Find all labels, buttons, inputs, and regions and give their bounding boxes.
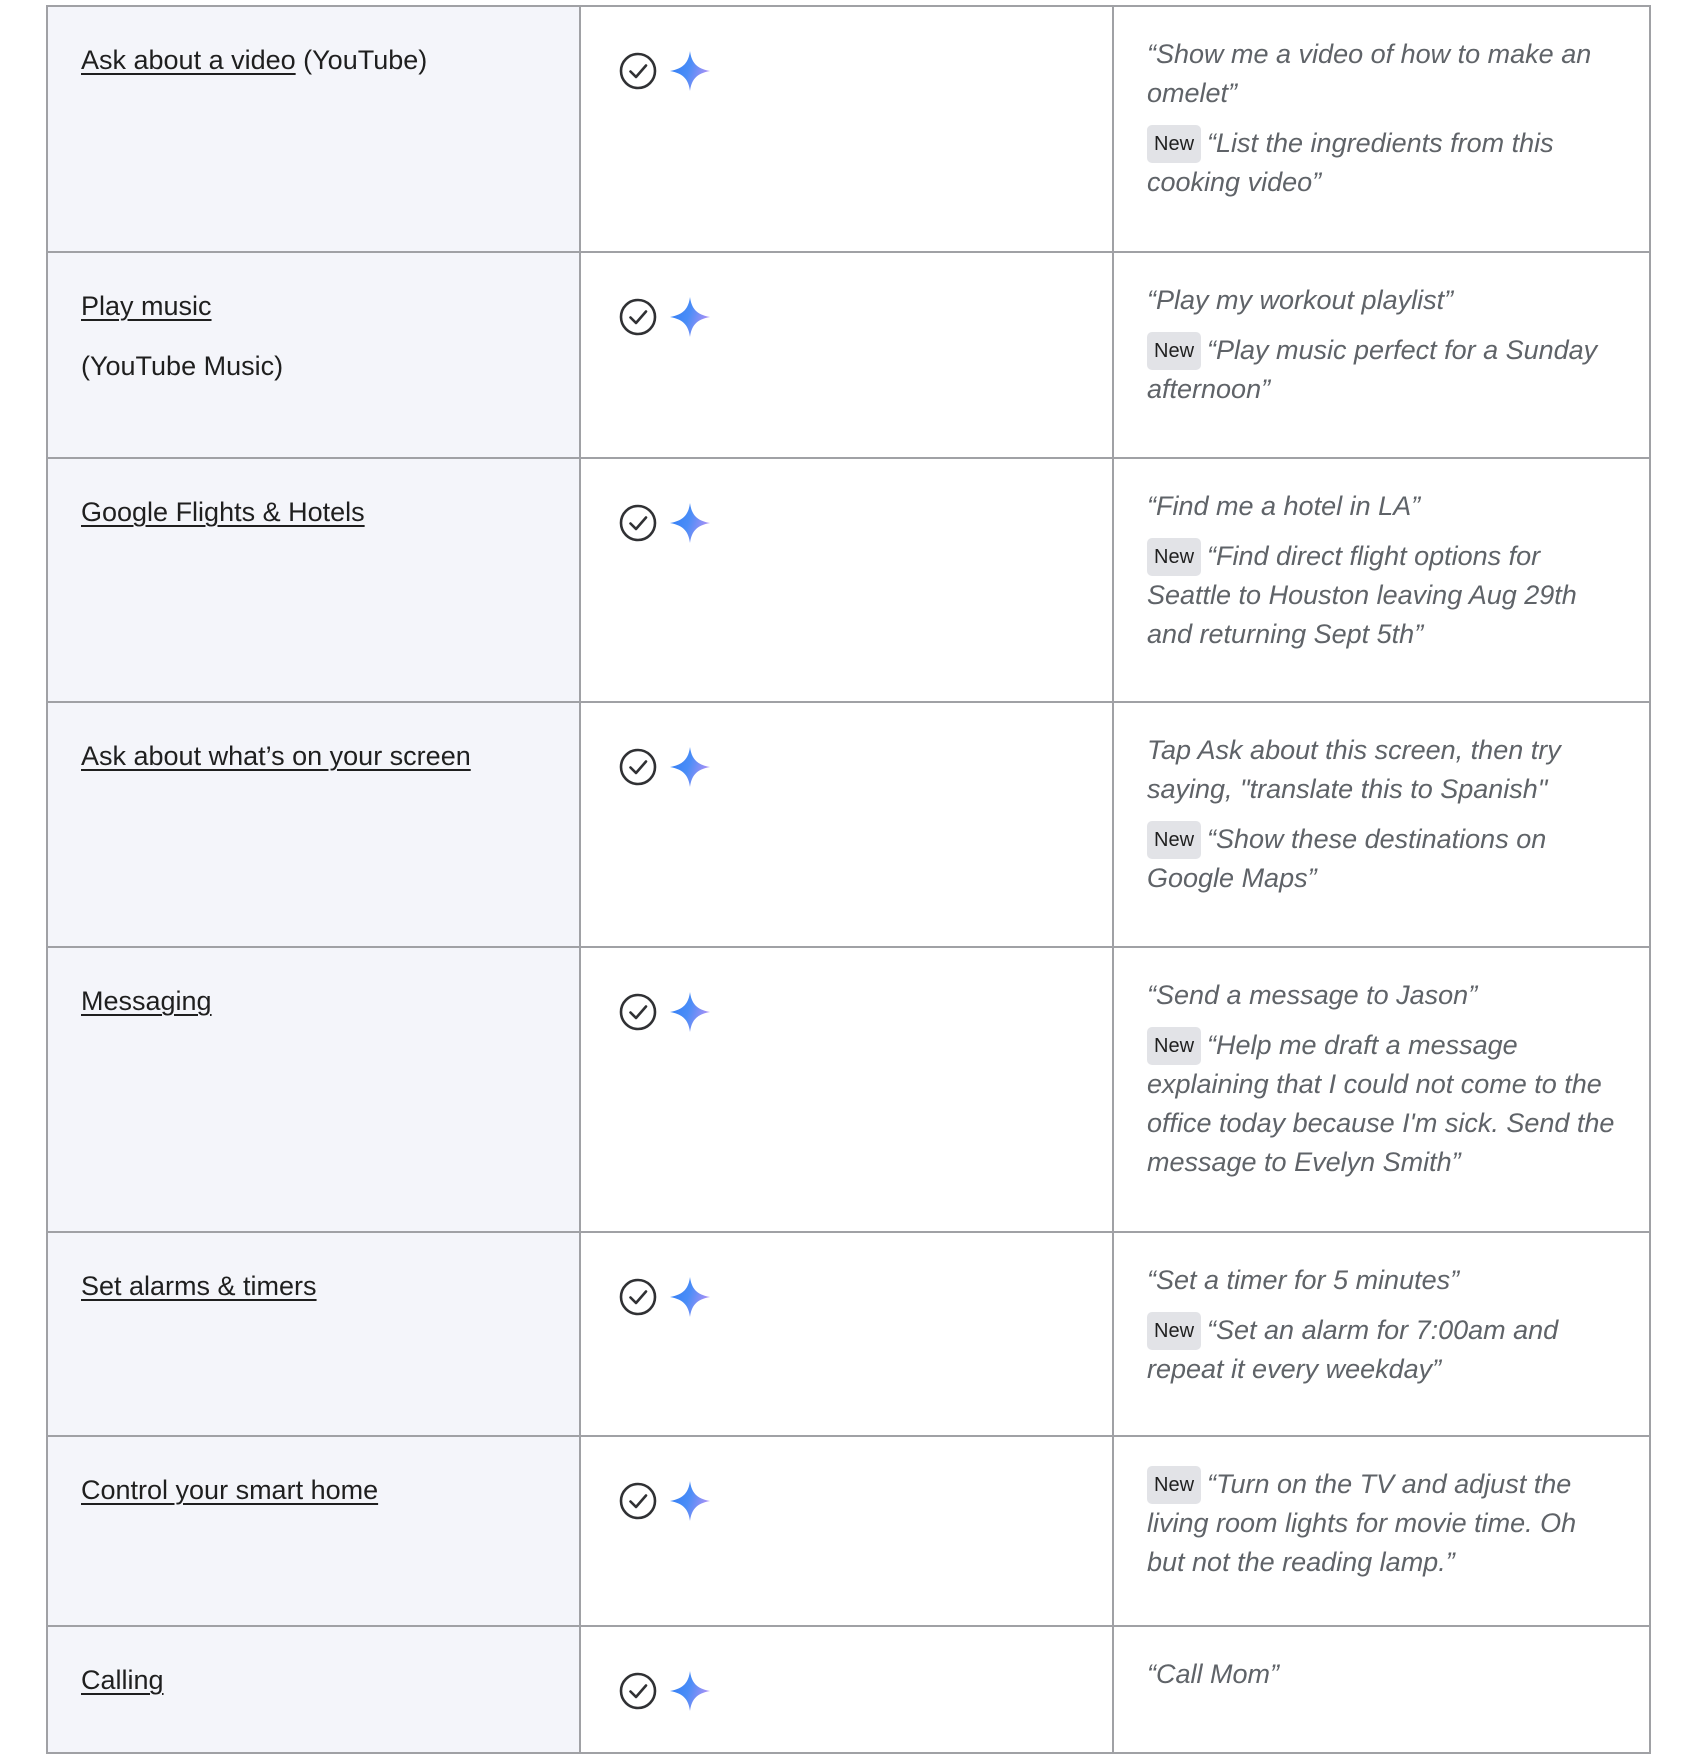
- check-circle-icon: [618, 1671, 658, 1711]
- check-circle-icon: [618, 297, 658, 337]
- examples-cell: [1113, 458, 1650, 702]
- feature-link[interactable]: Google Flights & Hotels: [81, 497, 365, 527]
- support-cell: [580, 1626, 1113, 1753]
- new-badge: New: [1147, 1027, 1201, 1065]
- example-prompt: [1147, 731, 1619, 809]
- support-cell: [580, 702, 1113, 947]
- example-text: “Set an alarm for 7:00am and repeat it every weekday”: [1147, 1315, 1559, 1384]
- example-text: “Set a timer for 5 minutes”: [1147, 1265, 1460, 1295]
- table-row: [47, 252, 1650, 458]
- check-circle-icon: [618, 1277, 658, 1317]
- support-cell: [580, 1232, 1113, 1436]
- gemini-sparkle-icon: [668, 501, 712, 545]
- new-badge: New: [1147, 1466, 1201, 1504]
- example-prompt: [1147, 537, 1619, 654]
- feature-link[interactable]: Control your smart home: [81, 1475, 379, 1505]
- example-prompt: [1147, 331, 1619, 409]
- example-prompt: [1147, 820, 1619, 898]
- feature-cell: [47, 458, 580, 702]
- example-text: “Send a message to Jason”: [1147, 980, 1478, 1010]
- feature-cell: [47, 252, 580, 458]
- check-circle-icon: [618, 51, 658, 91]
- gemini-sparkle-icon: [668, 295, 712, 339]
- support-icons: [618, 295, 1112, 339]
- example-text: Tap Ask about this screen, then try saying, "translate this to Spanish": [1147, 735, 1561, 804]
- gemini-sparkle-icon: [668, 745, 712, 789]
- support-cell: [580, 947, 1113, 1232]
- example-text: “Play music perfect for a Sunday afternoon”: [1147, 335, 1598, 404]
- examples-cell: [1113, 252, 1650, 458]
- table-row: [47, 947, 1650, 1232]
- support-cell: [580, 1436, 1113, 1626]
- table-body: [47, 5, 1650, 1753]
- feature-name: [81, 495, 559, 529]
- support-cell: [580, 6, 1113, 252]
- table-row: [47, 6, 1650, 252]
- new-badge: New: [1147, 821, 1201, 859]
- examples-cell: [1113, 1232, 1650, 1436]
- new-badge: New: [1147, 538, 1201, 576]
- feature-subtitle: (YouTube Music): [81, 351, 284, 381]
- check-circle-icon: [618, 747, 658, 787]
- gemini-sparkle-icon: [668, 1479, 712, 1523]
- example-prompt: [1147, 487, 1619, 526]
- support-icons: [618, 49, 1112, 93]
- feature-cell: [47, 6, 580, 252]
- gemini-sparkle-icon: [668, 1669, 712, 1713]
- table-row: [47, 702, 1650, 947]
- example-text: “Show these destinations on Google Maps”: [1147, 824, 1547, 893]
- feature-link[interactable]: Ask about what’s on your screen: [81, 741, 471, 771]
- new-badge: New: [1147, 1312, 1201, 1350]
- feature-name: [81, 739, 559, 773]
- check-circle-icon: [618, 1481, 658, 1521]
- example-text: “Call Mom”: [1147, 1659, 1279, 1689]
- feature-name: [81, 984, 559, 1018]
- table-row: [47, 1626, 1650, 1753]
- feature-name: [81, 43, 559, 77]
- feature-name: [81, 289, 559, 323]
- feature-name: [81, 1473, 559, 1507]
- example-text: “Help me draft a message explaining that I could not come to the office today because I'm sick. Send the message to Evelyn Smith”: [1147, 1030, 1615, 1177]
- example-text: “Play my workout playlist”: [1147, 285, 1454, 315]
- examples-cell: [1113, 1626, 1650, 1753]
- example-prompt: [1147, 976, 1619, 1015]
- gemini-sparkle-icon: [668, 1275, 712, 1319]
- feature-link[interactable]: Play music: [81, 291, 212, 321]
- new-badge: New: [1147, 332, 1201, 370]
- gemini-sparkle-icon: [668, 990, 712, 1034]
- examples-cell: [1113, 947, 1650, 1232]
- example-text: “List the ingredients from this cooking video”: [1147, 128, 1554, 197]
- example-text: “Show me a video of how to make an omelet”: [1147, 39, 1592, 108]
- support-icons: [618, 1275, 1112, 1319]
- support-icons: [618, 501, 1112, 545]
- feature-link[interactable]: Messaging: [81, 986, 212, 1016]
- examples-cell: [1113, 6, 1650, 252]
- support-cell: [580, 252, 1113, 458]
- check-circle-icon: [618, 992, 658, 1032]
- feature-cell: [47, 1626, 580, 1753]
- example-prompt: [1147, 1311, 1619, 1389]
- feature-comparison-table: [46, 5, 1651, 1754]
- feature-cell: [47, 702, 580, 947]
- example-text: “Turn on the TV and adjust the living room lights for movie time. Oh but not the reading lamp.”: [1147, 1469, 1577, 1577]
- support-icons: [618, 1479, 1112, 1523]
- table-row: [47, 1232, 1650, 1436]
- feature-cell: [47, 1436, 580, 1626]
- new-badge: New: [1147, 125, 1201, 163]
- gemini-sparkle-icon: [668, 49, 712, 93]
- feature-cell: [47, 1232, 580, 1436]
- example-prompt: [1147, 35, 1619, 113]
- table-row: [47, 458, 1650, 702]
- example-prompt: [1147, 1655, 1619, 1694]
- support-icons: [618, 990, 1112, 1034]
- example-prompt: [1147, 1465, 1619, 1582]
- example-prompt: [1147, 1026, 1619, 1182]
- example-text: “Find direct flight options for Seattle to Houston leaving Aug 29th and returning Sept 5th”: [1147, 541, 1577, 649]
- feature-name: [81, 1663, 559, 1697]
- feature-link[interactable]: Set alarms & timers: [81, 1271, 317, 1301]
- support-cell: [580, 458, 1113, 702]
- feature-name: [81, 1269, 559, 1303]
- support-icons: [618, 745, 1112, 789]
- table-row: [47, 1436, 1650, 1626]
- example-text: “Find me a hotel in LA”: [1147, 491, 1421, 521]
- example-prompt: [1147, 124, 1619, 202]
- support-icons: [618, 1669, 1112, 1713]
- check-circle-icon: [618, 503, 658, 543]
- examples-cell: [1113, 702, 1650, 947]
- feature-link[interactable]: Calling: [81, 1665, 164, 1695]
- feature-link[interactable]: Ask about a video: [81, 45, 296, 75]
- feature-cell: [47, 947, 580, 1232]
- feature-comparison-table-container: [46, 5, 1649, 1754]
- feature-suffix: (YouTube): [295, 45, 428, 75]
- examples-cell: [1113, 1436, 1650, 1626]
- example-prompt: [1147, 1261, 1619, 1300]
- example-prompt: [1147, 281, 1619, 320]
